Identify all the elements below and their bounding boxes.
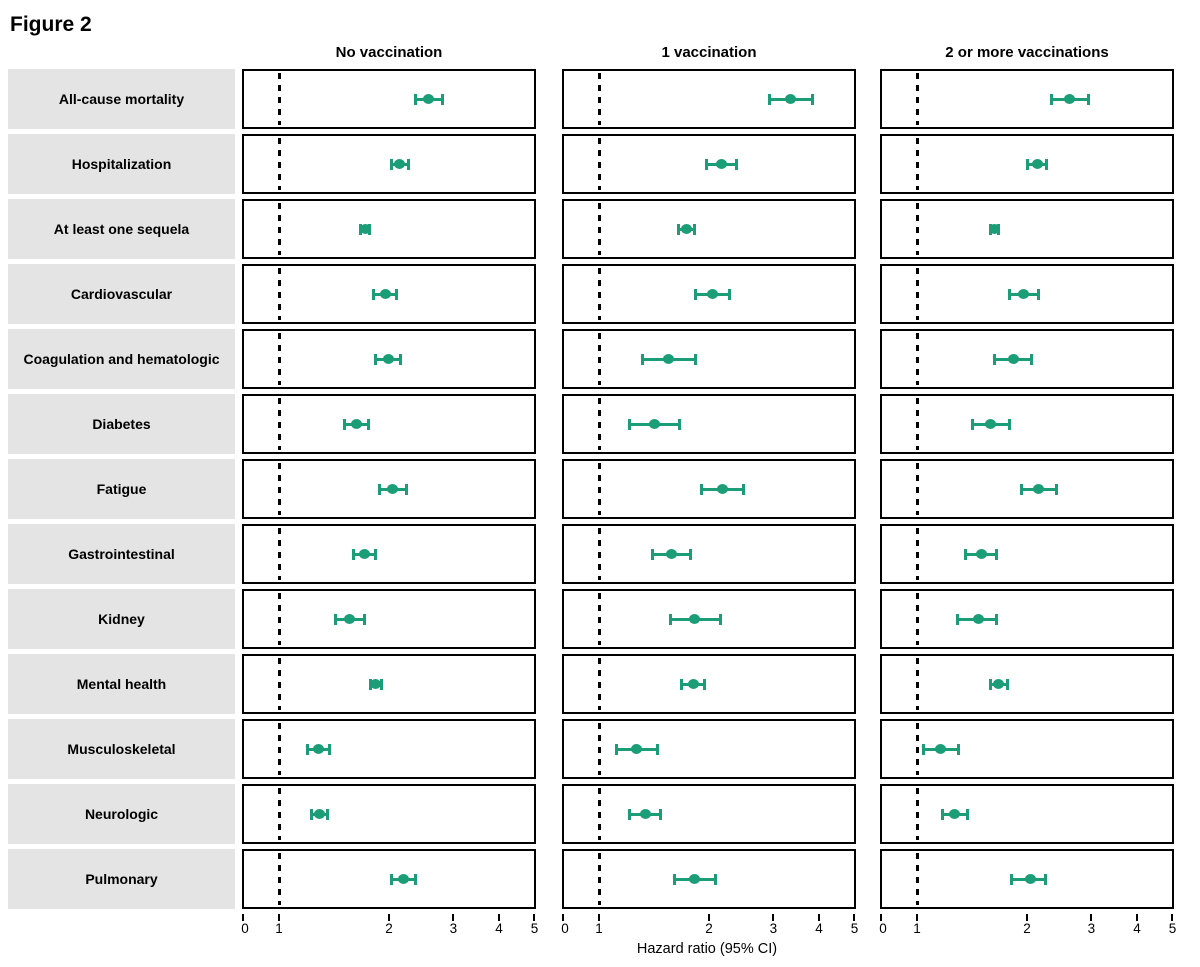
point-estimate-marker [314, 809, 325, 819]
point-estimate-marker [649, 419, 660, 429]
ci-cap-left [989, 679, 992, 690]
axis-tick-label: 0 [561, 921, 569, 936]
axis-tick-label: 3 [449, 921, 458, 936]
reference-line-hr1 [598, 593, 601, 645]
ci-cap-left [310, 809, 313, 820]
forest-row [0, 394, 1200, 454]
point-estimate-marker [681, 224, 692, 234]
point-estimate-marker [716, 159, 727, 169]
forest-row [0, 849, 1200, 909]
ci-cap-right [326, 809, 329, 820]
forest-row [0, 199, 1200, 259]
axis-tick [880, 914, 882, 921]
reference-line-hr1 [598, 333, 601, 385]
point-estimate-marker [398, 874, 409, 884]
forest-row [0, 524, 1200, 584]
axis-tick [598, 914, 600, 921]
axis-tick-label: 5 [530, 921, 539, 936]
reference-line-hr1 [916, 593, 919, 645]
reference-line-hr1 [278, 73, 281, 125]
axis-tick-label: 4 [815, 921, 823, 936]
axis-tick-label: 1 [595, 921, 603, 936]
reference-line-hr1 [598, 73, 601, 125]
ci-cap-right [995, 614, 998, 625]
axis-tick-label: 5 [850, 921, 859, 936]
forest-panel [880, 394, 1174, 454]
axis-tick [562, 914, 564, 921]
point-estimate-marker [1033, 484, 1044, 494]
x-axis-tick-strip [879, 914, 1177, 938]
reference-line-hr1 [278, 138, 281, 190]
reference-line-hr1 [598, 463, 601, 515]
axis-tick [708, 914, 710, 921]
point-estimate-marker [1018, 289, 1029, 299]
forest-panel [562, 654, 856, 714]
ci-cap-right [399, 354, 402, 365]
point-estimate-marker [387, 484, 398, 494]
forest-panel [562, 784, 856, 844]
point-estimate-marker [993, 679, 1004, 689]
reference-line-hr1 [278, 528, 281, 580]
row-label: Diabetes [8, 394, 235, 454]
ci-cap-right [693, 224, 696, 235]
reference-line-hr1 [278, 333, 281, 385]
ci-cap-right [1055, 484, 1058, 495]
reference-line-hr1 [598, 203, 601, 255]
forest-panel [880, 524, 1174, 584]
ci-cap-left [768, 94, 771, 105]
column-header-2-or-more-vaccinations: 2 or more vaccinations [945, 44, 1109, 61]
column-header-1-vaccination: 1 vaccination [661, 44, 757, 61]
axis-tick-label: 2 [1023, 921, 1031, 936]
point-estimate-marker [394, 159, 405, 169]
forest-panel [880, 264, 1174, 324]
forest-panel [880, 849, 1174, 909]
forest-panel [880, 459, 1174, 519]
axis-tick [533, 914, 535, 921]
ci-cap-right [363, 614, 366, 625]
axis-tick [388, 914, 390, 921]
ci-cap-right [656, 744, 659, 755]
reference-line-hr1 [598, 528, 601, 580]
axis-tick [1136, 914, 1138, 921]
axis-tick [916, 914, 918, 921]
reference-line-hr1 [278, 658, 281, 710]
x-axis [0, 914, 1200, 938]
ci-cap-left [628, 809, 631, 820]
forest-panel [880, 329, 1174, 389]
point-estimate-marker [383, 354, 394, 364]
axis-tick [772, 914, 774, 921]
point-estimate-marker [985, 419, 996, 429]
reference-line-hr1 [278, 723, 281, 775]
forest-row [0, 329, 1200, 389]
forest-panel [562, 199, 856, 259]
reference-line-hr1 [916, 398, 919, 450]
reference-line-hr1 [916, 333, 919, 385]
ci-cap-left [993, 354, 996, 365]
axis-tick-label: 3 [1087, 921, 1096, 936]
forest-panel [880, 654, 1174, 714]
reference-line-hr1 [916, 203, 919, 255]
forest-panel [242, 589, 536, 649]
axis-tick-label: 3 [769, 921, 778, 936]
forest-panel [242, 394, 536, 454]
forest-row [0, 134, 1200, 194]
ci-cap-left [964, 549, 967, 560]
point-estimate-marker [717, 484, 728, 494]
axis-tick [853, 914, 855, 921]
ci-cap-left [1020, 484, 1023, 495]
ci-cap-right [1030, 354, 1033, 365]
reference-line-hr1 [598, 788, 601, 840]
axis-tick-label: 4 [1133, 921, 1141, 936]
point-estimate-marker [313, 744, 324, 754]
ci-cap-right [1006, 679, 1009, 690]
ci-cap-left [414, 94, 417, 105]
axis-tick [1171, 914, 1173, 921]
reference-line-hr1 [598, 853, 601, 905]
x-axis-tick-strip [561, 914, 859, 938]
forest-row [0, 264, 1200, 324]
ci-cap-right [742, 484, 745, 495]
ci-cap-right [728, 289, 731, 300]
ci-cap-left [641, 354, 644, 365]
reference-line-hr1 [916, 463, 919, 515]
point-estimate-marker [631, 744, 642, 754]
forest-panel [880, 719, 1174, 779]
ci-cap-right [1044, 874, 1047, 885]
ci-cap-right [374, 549, 377, 560]
point-estimate-marker [360, 224, 371, 234]
forest-rows [0, 69, 1200, 909]
point-estimate-marker [785, 94, 796, 104]
ci-cap-left [694, 289, 697, 300]
point-estimate-marker [976, 549, 987, 559]
forest-panel [242, 524, 536, 584]
reference-line-hr1 [278, 788, 281, 840]
ci-cap-right [694, 354, 697, 365]
ci-cap-right [678, 419, 681, 430]
ci-cap-left [941, 809, 944, 820]
reference-line-hr1 [916, 138, 919, 190]
row-label: Coagulation and hematologic [8, 329, 235, 389]
reference-line-hr1 [278, 203, 281, 255]
forest-panel [562, 524, 856, 584]
ci-cap-left [628, 419, 631, 430]
axis-tick-label: 1 [275, 921, 283, 936]
ci-cap-left [651, 549, 654, 560]
ci-cap-right [735, 159, 738, 170]
ci-cap-left [1050, 94, 1053, 105]
ci-cap-left [705, 159, 708, 170]
x-axis-label-row [0, 941, 1200, 957]
forest-panel [242, 329, 536, 389]
row-label: Pulmonary [8, 849, 235, 909]
axis-tick-label: 4 [495, 921, 503, 936]
forest-row [0, 784, 1200, 844]
forest-panel [880, 199, 1174, 259]
forest-panel [562, 459, 856, 519]
row-label: Mental health [8, 654, 235, 714]
point-estimate-marker [1008, 354, 1019, 364]
point-estimate-marker [935, 744, 946, 754]
reference-line-hr1 [916, 788, 919, 840]
forest-panel [242, 264, 536, 324]
ci-cap-right [957, 744, 960, 755]
point-estimate-marker [989, 224, 1000, 234]
ci-cap-left [343, 419, 346, 430]
forest-row [0, 589, 1200, 649]
axis-tick [242, 914, 244, 921]
forest-panel [562, 394, 856, 454]
reference-line-hr1 [598, 398, 601, 450]
ci-cap-right [689, 549, 692, 560]
point-estimate-marker [1025, 874, 1036, 884]
x-axis-tick-strip [241, 914, 539, 938]
reference-line-hr1 [598, 268, 601, 320]
row-label: Musculoskeletal [8, 719, 235, 779]
forest-row [0, 654, 1200, 714]
forest-panel [242, 459, 536, 519]
row-label: All-cause mortality [8, 69, 235, 129]
row-label: Kidney [8, 589, 235, 649]
axis-tick [278, 914, 280, 921]
axis-spacer [8, 914, 242, 938]
forest-panel [242, 199, 536, 259]
ci-cap-right [719, 614, 722, 625]
ci-cap-left [922, 744, 925, 755]
reference-line-hr1 [916, 73, 919, 125]
forest-panel [562, 849, 856, 909]
point-estimate-marker [663, 354, 674, 364]
ci-cap-right [1087, 94, 1090, 105]
ci-cap-left [390, 159, 393, 170]
row-label: At least one sequela [8, 199, 235, 259]
ci-cap-right [811, 94, 814, 105]
reference-line-hr1 [278, 398, 281, 450]
ci-cap-right [1008, 419, 1011, 430]
forest-panel [242, 654, 536, 714]
point-estimate-marker [380, 289, 391, 299]
reference-line-hr1 [598, 658, 601, 710]
figure-title: Figure 2 [10, 13, 92, 36]
ci-cap-left [680, 679, 683, 690]
ci-cap-right [414, 874, 417, 885]
ci-cap-left [700, 484, 703, 495]
point-estimate-marker [973, 614, 984, 624]
ci-cap-left [390, 874, 393, 885]
axis-tick [498, 914, 500, 921]
row-label: Cardiovascular [8, 264, 235, 324]
ci-cap-right [441, 94, 444, 105]
ci-cap-left [378, 484, 381, 495]
point-estimate-marker [949, 809, 960, 819]
ci-cap-left [306, 744, 309, 755]
forest-panel [562, 264, 856, 324]
ci-cap-right [395, 289, 398, 300]
axis-tick-label: 2 [385, 921, 393, 936]
ci-cap-left [956, 614, 959, 625]
point-estimate-marker [1032, 159, 1043, 169]
row-label: Gastrointestinal [8, 524, 235, 584]
point-estimate-marker [707, 289, 718, 299]
column-headers [0, 38, 1200, 63]
forest-panel [880, 589, 1174, 649]
reference-line-hr1 [278, 463, 281, 515]
xlabel-spacer [8, 941, 242, 957]
ci-cap-right [659, 809, 662, 820]
reference-line-hr1 [916, 528, 919, 580]
forest-panel [242, 784, 536, 844]
forest-row [0, 719, 1200, 779]
column-header-no-vaccination: No vaccination [335, 44, 443, 61]
ci-cap-left [1010, 874, 1013, 885]
point-estimate-marker [351, 419, 362, 429]
axis-tick-label: 0 [241, 921, 249, 936]
forest-panel [242, 134, 536, 194]
point-estimate-marker [688, 679, 699, 689]
forest-panel [562, 589, 856, 649]
forest-row [0, 459, 1200, 519]
axis-tick [818, 914, 820, 921]
forest-panel [242, 849, 536, 909]
forest-panel [880, 784, 1174, 844]
reference-line-hr1 [598, 138, 601, 190]
ci-cap-left [971, 419, 974, 430]
forest-panel [562, 719, 856, 779]
forest-panel [562, 329, 856, 389]
reference-line-hr1 [278, 853, 281, 905]
ci-cap-left [372, 289, 375, 300]
reference-line-hr1 [916, 853, 919, 905]
ci-cap-right [1037, 289, 1040, 300]
point-estimate-marker [1064, 94, 1075, 104]
forest-panel [242, 719, 536, 779]
ci-cap-right [1045, 159, 1048, 170]
axis-tick-label: 2 [705, 921, 713, 936]
reference-line-hr1 [278, 593, 281, 645]
point-estimate-marker [689, 874, 700, 884]
forest-panel [880, 134, 1174, 194]
axis-tick [1090, 914, 1092, 921]
ci-cap-left [352, 549, 355, 560]
ci-cap-left [615, 744, 618, 755]
point-estimate-marker [689, 614, 700, 624]
ci-cap-right [328, 744, 331, 755]
row-label: Neurologic [8, 784, 235, 844]
axis-tick-label: 0 [879, 921, 887, 936]
x-axis-label: Hazard ratio (95% CI) [636, 941, 778, 957]
axis-tick [1026, 914, 1028, 921]
ci-cap-left [1026, 159, 1029, 170]
row-label: Hospitalization [8, 134, 235, 194]
ci-cap-left [677, 224, 680, 235]
reference-line-hr1 [916, 723, 919, 775]
ci-cap-left [334, 614, 337, 625]
forest-panel [562, 69, 856, 129]
reference-line-hr1 [916, 658, 919, 710]
axis-tick-label: 1 [913, 921, 921, 936]
point-estimate-marker [359, 549, 370, 559]
axis-tick [452, 914, 454, 921]
ci-cap-left [673, 874, 676, 885]
point-estimate-marker [666, 549, 677, 559]
point-estimate-marker [344, 614, 355, 624]
ci-cap-right [966, 809, 969, 820]
ci-cap-left [1008, 289, 1011, 300]
ci-cap-left [669, 614, 672, 625]
ci-cap-right [995, 549, 998, 560]
row-label: Fatigue [8, 459, 235, 519]
forest-panel [562, 134, 856, 194]
axis-tick-label: 5 [1168, 921, 1177, 936]
forest-panel [242, 69, 536, 129]
reference-line-hr1 [278, 268, 281, 320]
ci-cap-right [405, 484, 408, 495]
forest-panel [880, 69, 1174, 129]
point-estimate-marker [423, 94, 434, 104]
ci-cap-right [407, 159, 410, 170]
ci-cap-right [367, 419, 370, 430]
ci-cap-left [374, 354, 377, 365]
forest-row [0, 69, 1200, 129]
ci-cap-right [714, 874, 717, 885]
point-estimate-marker [640, 809, 651, 819]
reference-line-hr1 [598, 723, 601, 775]
ci-cap-right [703, 679, 706, 690]
reference-line-hr1 [916, 268, 919, 320]
